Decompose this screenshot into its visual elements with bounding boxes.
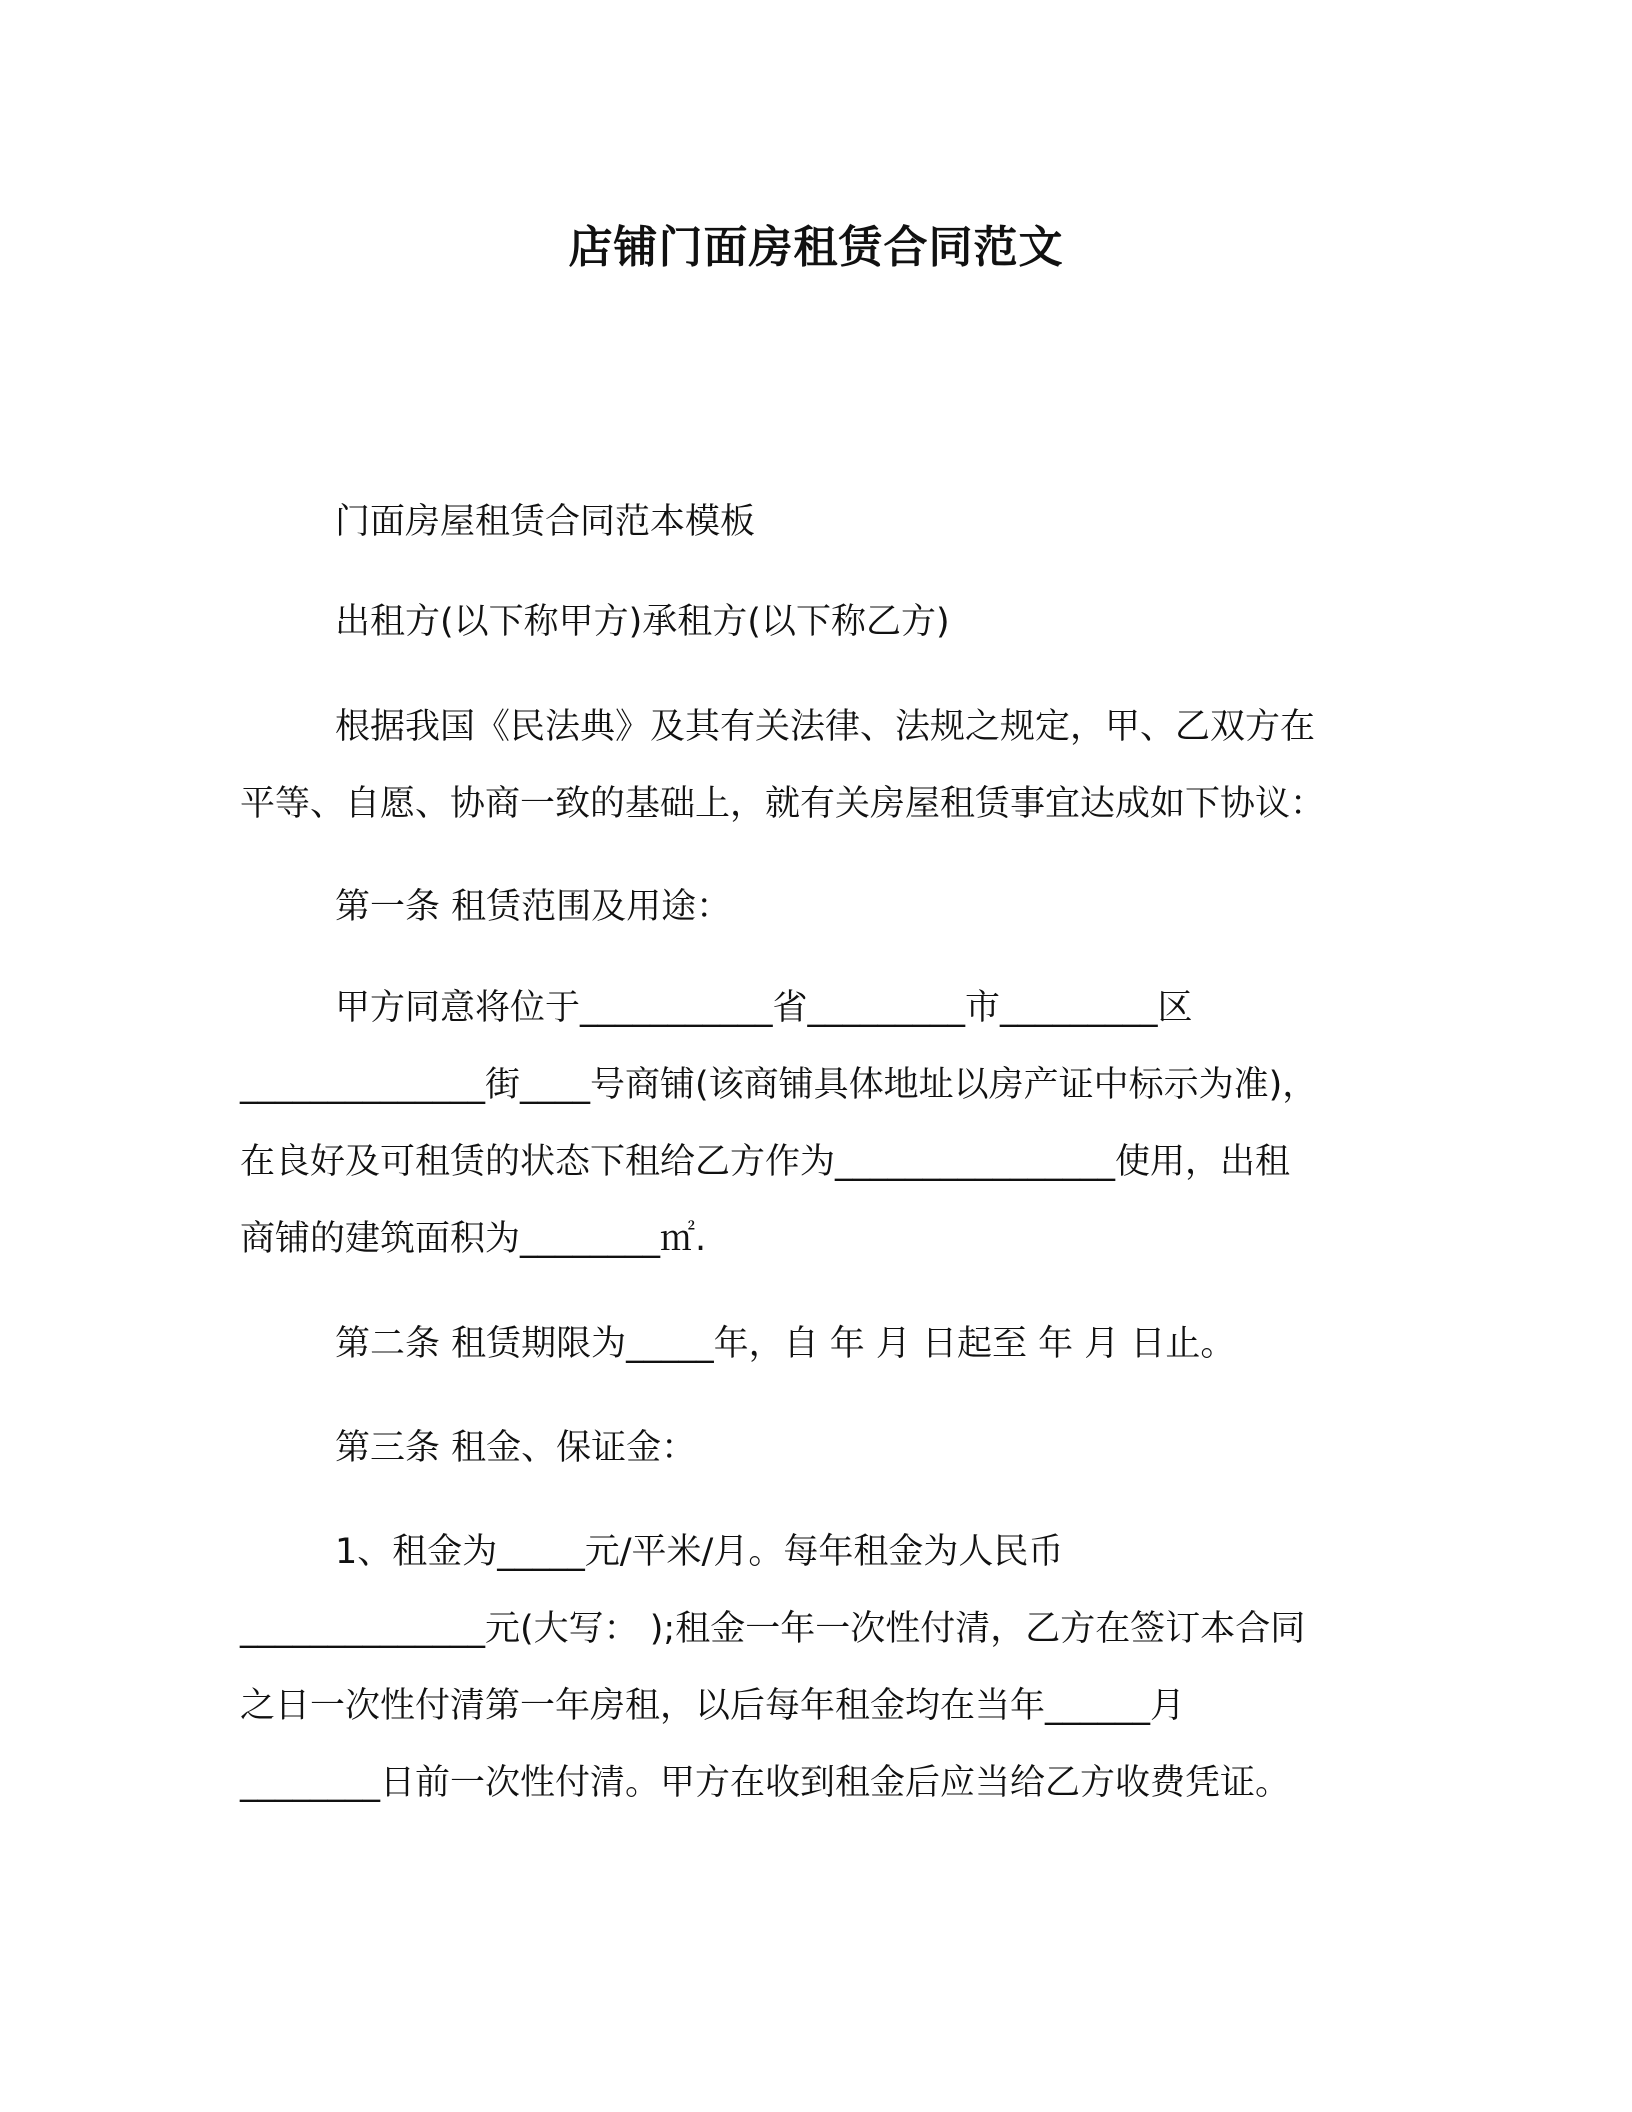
paragraph-article-one-heading — [240, 869, 1380, 946]
paragraph-line: 1、租金为_____元/平米/月。每年租金为人民币 — [335, 1532, 1064, 1572]
paragraph-line: ______________街____号商铺(该商铺具体地址以房产证中标示为准)， — [240, 1065, 1318, 1105]
paragraph-line: 商铺的建筑面积为________㎡. — [240, 1219, 707, 1259]
paragraph-line: ________日前一次性付清。甲方在收到租金后应当给乙方收费凭证。 — [240, 1763, 1291, 1803]
paragraph-line: 出租方(以下称甲方)承租方(以下称乙方) — [335, 602, 950, 642]
paragraph-parties — [240, 584, 1380, 661]
paragraph-line: 根据我国《民法典》及其有关法律、法规之规定，甲、乙双方在 — [335, 707, 1316, 747]
paragraph-article-two — [240, 1306, 1380, 1383]
paragraph-line: 平等、自愿、协商一致的基础上，就有关房屋租赁事宜达成如下协议： — [240, 784, 1326, 824]
paragraph-line: 第二条 租赁期限为_____年，自 年 月 日起至 年 月 日止。 — [335, 1324, 1236, 1364]
paragraph-line: 甲方同意将位于___________省_________市_________区 — [335, 988, 1193, 1028]
paragraph-template-heading — [240, 484, 1380, 561]
paragraph-article-three-heading — [240, 1410, 1380, 1487]
paragraph-line: 第三条 租金、保证金： — [335, 1428, 697, 1468]
paragraph-line: ______________元(大写： );租金一年一次性付清，乙方在签订本合同 — [240, 1609, 1306, 1649]
paragraph-premises — [240, 970, 1380, 1278]
paragraph-line: 门面房屋租赁合同范本模板 — [335, 502, 756, 542]
paragraph-line: 之日一次性付清第一年房租，以后每年租金均在当年______月 — [240, 1686, 1186, 1726]
paragraph-rent-terms — [240, 1514, 1380, 1822]
paragraph-agreement-basis — [240, 689, 1380, 843]
paragraph-line: 在良好及可租赁的状态下租给乙方作为________________使用，出租 — [240, 1142, 1291, 1182]
paragraph-line: 第一条 租赁范围及用途： — [335, 887, 732, 927]
document-title: 店铺门面房租赁合同范文 — [568, 222, 1064, 273]
